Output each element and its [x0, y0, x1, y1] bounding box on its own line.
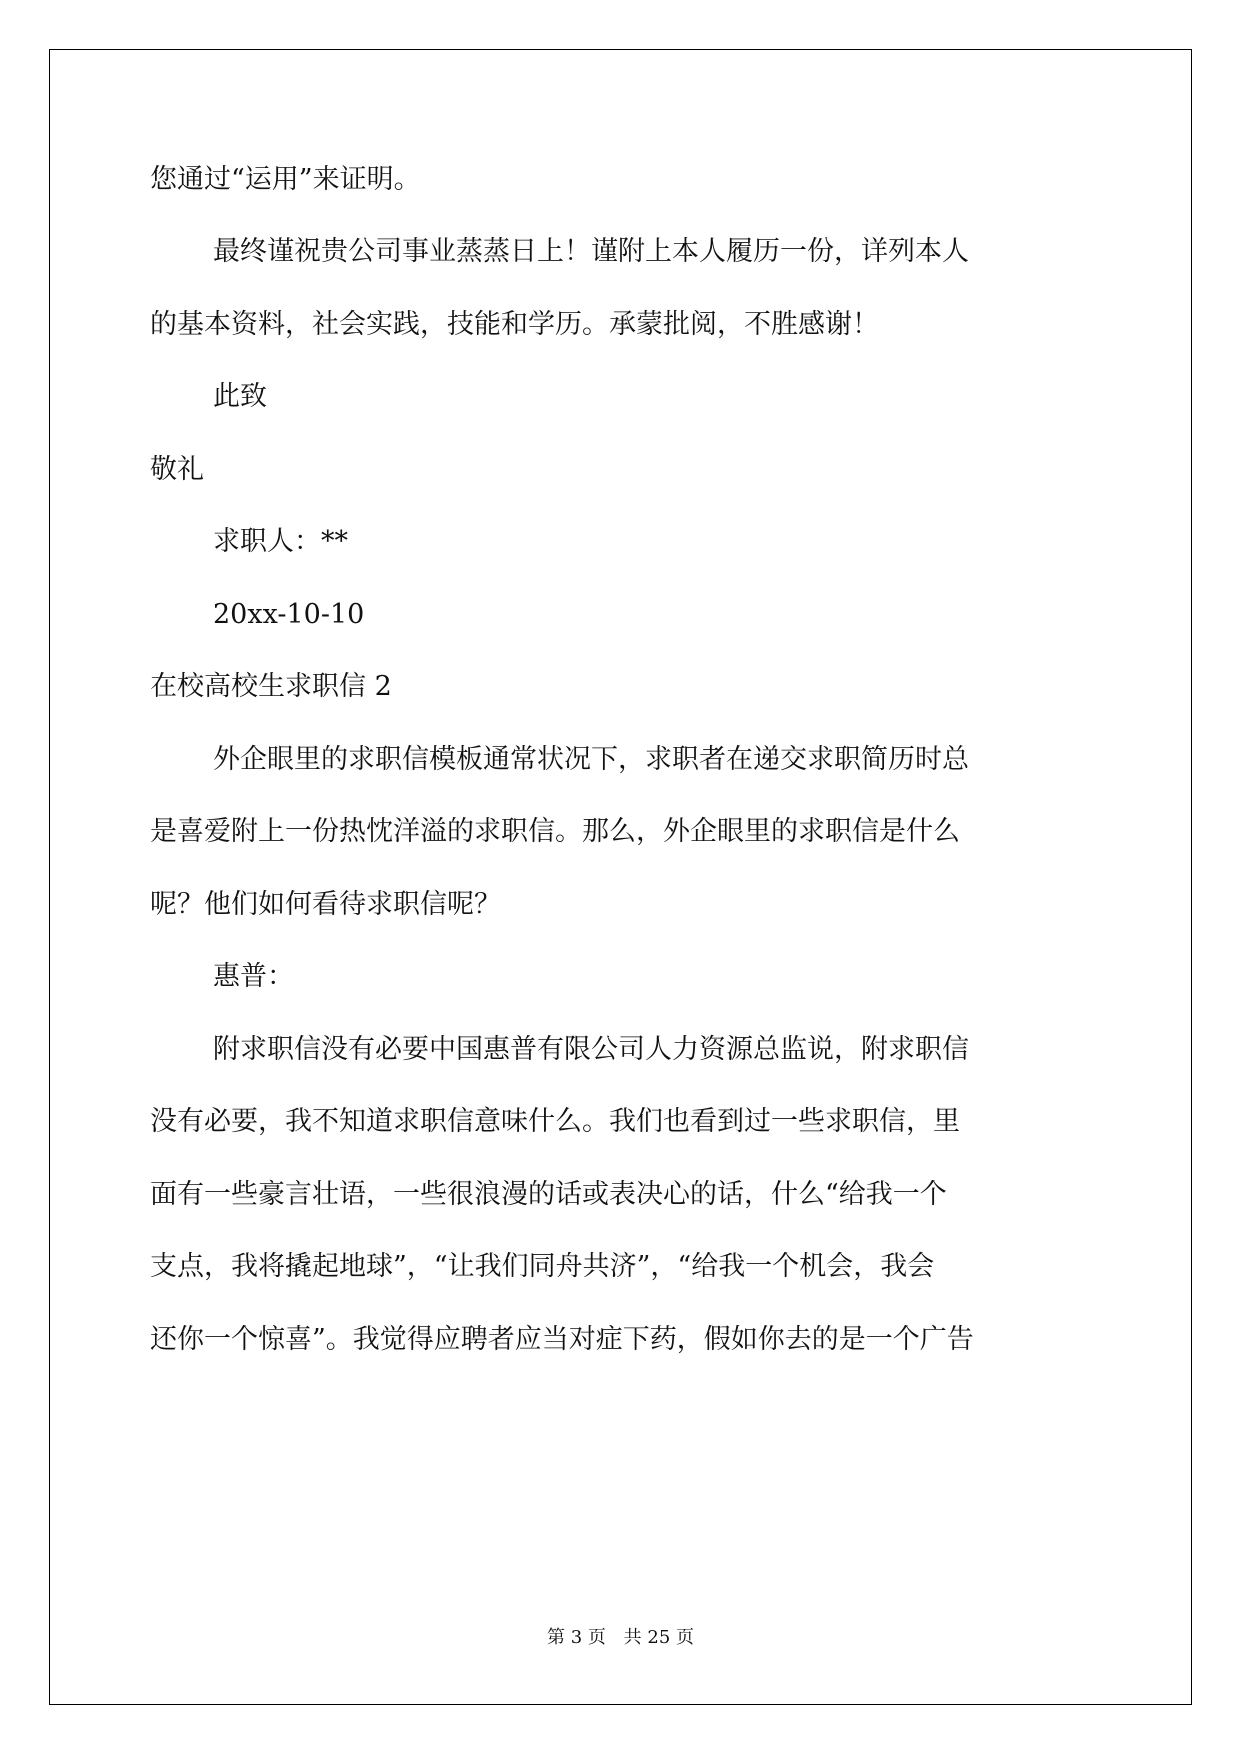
- text-line: 没有必要，我不知道求职信意味什么。我们也看到过一些求职信，里: [150, 1106, 960, 1137]
- text-line: 20xx-10-10: [213, 599, 365, 630]
- text-line: 面有一些豪言壮语，一些很浪漫的话或表决心的话，什么“给我一个: [150, 1179, 947, 1210]
- text-line: 惠普：: [213, 961, 294, 992]
- text-line: 的基本资料，社会实践，技能和学历。承蒙批阅，不胜感谢！: [150, 309, 879, 340]
- text-line: 支点，我将撬起地球”，“让我们同舟共济”，“给我一个机会，我会: [150, 1251, 935, 1282]
- page-number: 第 3 页: [547, 1627, 606, 1648]
- text-line: 还你一个惊喜”。我觉得应聘者应当对症下药，假如你去的是一个广告: [150, 1324, 974, 1355]
- text-line: 敬礼: [150, 454, 204, 485]
- text-line: 您通过“运用”来证明。: [150, 164, 421, 195]
- page-border: [49, 49, 1192, 1705]
- text-line: 附求职信没有必要中国惠普有限公司人力资源总监说，附求职信: [213, 1034, 969, 1065]
- page-total: 共 25 页: [623, 1627, 694, 1648]
- text-line: 外企眼里的求职信模板通常状况下，求职者在递交求职简历时总: [213, 744, 969, 775]
- page-footer: [0, 1623, 1241, 1649]
- text-line: 求职人：**: [213, 526, 348, 557]
- text-line: 此致: [213, 381, 267, 412]
- text-line: 呢？他们如何看待求职信呢？: [150, 889, 501, 920]
- text-line: 是喜爱附上一份热忱洋溢的求职信。那么，外企眼里的求职信是什么: [150, 816, 960, 847]
- section-heading: 在校高校生求职信 2: [150, 671, 392, 702]
- text-line: 最终谨祝贵公司事业蒸蒸日上！谨附上本人履历一份，详列本人: [213, 236, 969, 267]
